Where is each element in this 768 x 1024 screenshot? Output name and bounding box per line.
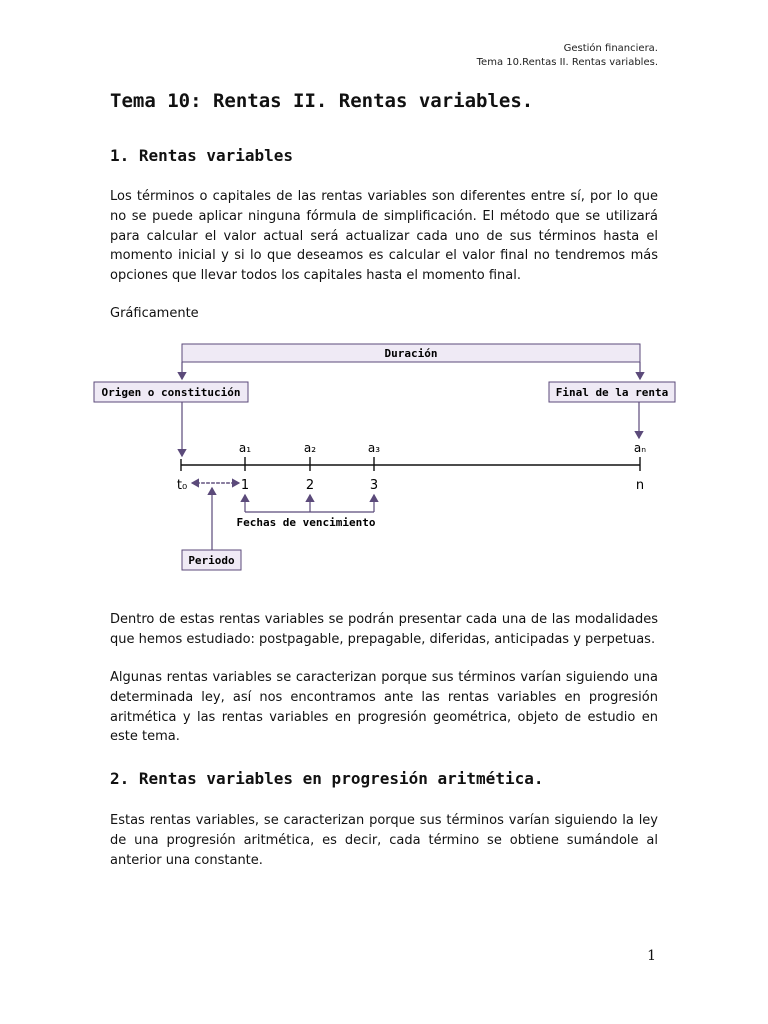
period-label: Periodo (188, 554, 235, 567)
running-header-topic: Tema 10.Rentas II. Rentas variables. (476, 57, 658, 68)
section-1-heading: 1. Rentas variables (110, 146, 294, 165)
duration-label: Duración (384, 347, 438, 360)
tick-t0: t₀ (176, 478, 188, 493)
tick-n: n (635, 478, 645, 493)
graph-intro: Gráficamente (110, 306, 199, 321)
section-2-heading: 2. Rentas variables en progresión aritmética. (110, 769, 544, 788)
origin-label: Origen o constitución (101, 386, 241, 399)
page-title: Tema 10: Rentas II. Rentas variables. (110, 90, 534, 112)
page-number: 1 (647, 948, 656, 964)
term-a3: a₃ (367, 441, 381, 455)
term-a2: a₂ (303, 441, 317, 455)
final-label: Final de la renta (555, 386, 669, 399)
section-1-paragraph: Los términos o capitales de las rentas variables son diferentes entre sí, por lo que no se puede aplicar ninguna fórmula de simplificación. El método que se utilizará para calcular el valor actual será actualizar cada uno de sus términos hasta el momento inicial y si lo que deseamos es calcular el valor final no tendremos más opciones que llevar todos los capitales hasta el momento final. (110, 189, 658, 284)
section-2-paragraph: Estas rentas variables, se caracterizan porque sus términos varían siguiendo la ley de una progresión aritmética, es decir, cada término se obtiene sumándole al anterior una constante. (110, 813, 658, 868)
paragraph-modalities: Dentro de estas rentas variables se podrán presentar cada una de las modalidades que hemos estudiado: postpagable, prepagable, diferidas, anticipadas y perpetuas. (110, 612, 658, 647)
term-an: aₙ (633, 441, 647, 455)
tick-2: 2 (305, 478, 315, 493)
timeline-diagram (0, 330, 768, 590)
running-header-course: Gestión financiera. (563, 43, 658, 54)
term-a1: a₁ (238, 441, 252, 455)
tick-3: 3 (369, 478, 379, 493)
paragraph-progressions: Algunas rentas variables se caracterizan porque sus términos varían siguiendo una determinada ley, así nos encontramos ante las rentas variables en progresión aritmética y las rentas variables en progresión geométrica, objeto de estudio en este tema. (110, 670, 658, 745)
tick-1: 1 (240, 478, 250, 493)
maturity-dates-label: Fechas de vencimiento (236, 516, 376, 529)
